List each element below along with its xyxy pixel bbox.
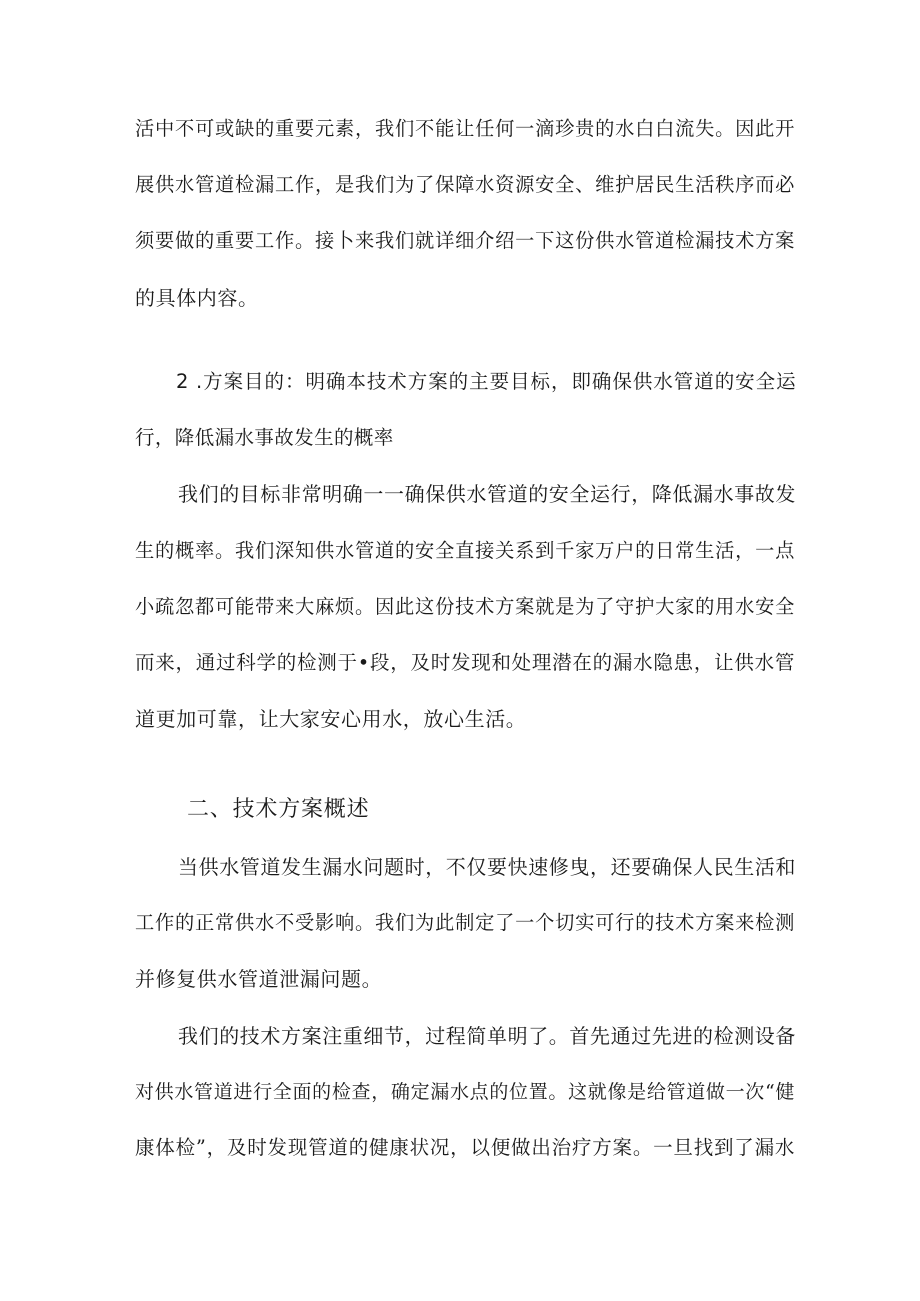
overview-p1-line-2: 工作的正常供水不受影响。我们为此制定了一个切实可行的技术方案来检测: [135, 911, 795, 934]
purpose-body-line-2: 生的概率。我们深知供水管道的安全直接关系到千家万户的日常生活，一点: [135, 539, 795, 562]
purpose-heading-line-1: 2 .方案目的：明确本技术方案的主要目标，即确保供水管道的安全运: [176, 370, 796, 393]
purpose-body-line-5: 道更加可靠，让大家安心用水，放心生活。: [135, 707, 527, 731]
overview-p2-line-2: 对供水管道进行全面的检查，确定漏水点的位置。这就像是给管道做一次“健: [135, 1081, 795, 1103]
intro-line-2: 展供水管道检漏工作，是我们为了保障水资源安全、维护居民生活秩序而必: [135, 173, 795, 196]
overview-p2-line-3: 康体检”，及时发现管道的健康状况，以便做出治疗方案。一旦找到了漏水: [135, 1136, 795, 1159]
purpose-body-line-1: 我们的目标非常明确一一确保供水管道的安全运行，降低漏水事故发: [178, 482, 796, 506]
intro-line-3: 须要做的重要工作。接卜来我们就详细介绍一下这份供水管道检漏技术方案: [135, 229, 795, 252]
overview-p1-line-3: 并修复供水管道泄漏问题。: [135, 967, 383, 991]
overview-p2-line-1: 我们的技术方案注重细节，过程简单明了。首先通过先进的检测设备: [178, 1024, 796, 1048]
overview-p1-line-1: 当供水管道发生漏水问题时，不仅要快速修曳，还要确保人民生活和: [178, 855, 796, 879]
purpose-body-line-4: 而来，通过科学的检测于•段，及时发现和处理潜在的漏水隐患，让供水管: [135, 651, 795, 674]
intro-line-1: 活中不可或缺的重要元素，我们不能让任何一滴珍贵的水白白流失。因此开: [135, 117, 795, 140]
overview-section-title: 二、技术方案概述: [187, 797, 370, 822]
purpose-body-line-3: 小疏忽都可能带来大麻烦。因此这份技术方案就是为了守护大家的用水安全: [135, 595, 795, 618]
intro-line-4: 的具体内容。: [135, 286, 259, 310]
purpose-heading-line-2: 行，降低漏水事故发生的概率: [135, 426, 394, 449]
